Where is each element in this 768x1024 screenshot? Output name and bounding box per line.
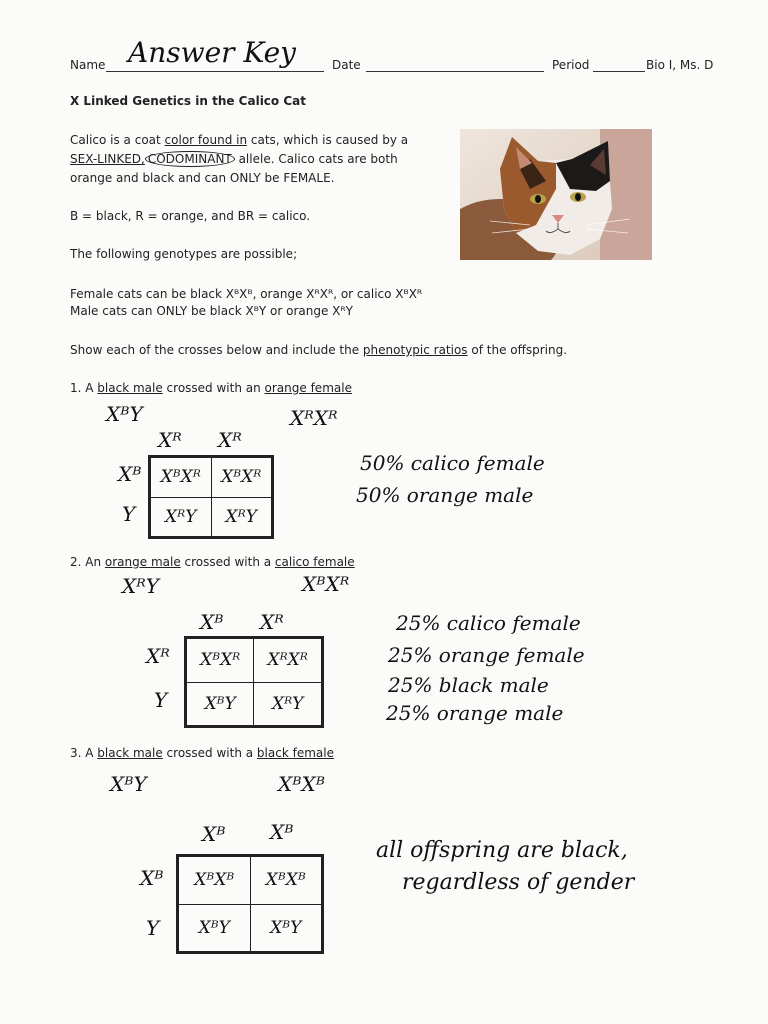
intro-line-2: SEX-LINKED, CODOMINANT allele. Calico cats are both — [70, 152, 398, 166]
calico-cat-image — [460, 129, 652, 260]
q1-cell-1-2: XᴮXᴿ — [211, 458, 272, 498]
q3-cell-2-2: XᴮY — [250, 904, 322, 952]
q3-cell-1-2: XᴮXᴮ — [250, 857, 322, 905]
q3-col-allele-1: Xᴮ — [202, 822, 226, 846]
q1-result-1: 50% calico female — [360, 451, 545, 475]
q2-row-allele-2: Y — [154, 688, 168, 712]
intro-line-3: orange and black and can ONLY be FEMALE. — [70, 171, 335, 185]
name-label: Name — [70, 58, 106, 72]
intro-line-1: Calico is a coat color found in cats, which is caused by a — [70, 133, 409, 147]
q3-row-allele-2: Y — [146, 916, 160, 940]
q2-result-2: 25% orange female — [388, 643, 585, 667]
q1-female-genotype: XᴿXᴿ — [290, 406, 338, 430]
name-value: Answer Key — [128, 36, 296, 69]
q2-result-1: 25% calico female — [396, 611, 581, 635]
q1-row-allele-1: Xᴮ — [118, 462, 142, 486]
q2-male-genotype: XᴿY — [122, 574, 159, 598]
genotypes-intro: The following genotypes are possible; — [70, 247, 298, 261]
q3-result-2: regardless of gender — [402, 870, 635, 895]
q3-result-1: all offspring are black, — [376, 838, 628, 863]
female-genotypes: Female cats can be black XᴮXᴮ, orange XᴿXᴿ, or calico XᴮXᴿ — [70, 287, 423, 301]
q3-row-allele-1: Xᴮ — [140, 866, 164, 890]
q2-col-allele-2: Xᴿ — [260, 610, 284, 634]
q1-prompt: 1. A black male crossed with an orange female — [70, 381, 352, 395]
q2-result-3: 25% black male — [388, 673, 549, 697]
q1-punnett-square — [148, 455, 274, 539]
q2-punnett-square — [184, 636, 324, 728]
q2-female-genotype: XᴮXᴿ — [302, 572, 350, 596]
instructions: Show each of the crosses below and include the phenotypic ratios of the offspring. — [70, 343, 568, 357]
allele-key: B = black, R = orange, and BR = calico. — [70, 209, 311, 223]
calico-cat-photo — [460, 129, 652, 260]
q2-result-4: 25% orange male — [386, 701, 564, 725]
q2-col-allele-1: Xᴮ — [200, 610, 224, 634]
q1-row-allele-2: Y — [122, 502, 136, 526]
class-label: Bio I, Ms. D — [646, 58, 714, 72]
page-title: X Linked Genetics in the Calico Cat — [70, 94, 306, 108]
q3-prompt: 3. A black male crossed with a black female — [70, 746, 334, 760]
q2-row-allele-1: Xᴿ — [146, 644, 170, 668]
q3-cell-2-1: XᴮY — [179, 904, 251, 952]
q3-female-genotype: XᴮXᴮ — [278, 772, 325, 796]
q3-col-allele-2: Xᴮ — [270, 820, 294, 844]
q1-col-allele-2: Xᴿ — [218, 428, 242, 452]
period-label: Period — [552, 58, 590, 72]
q3-male-genotype: XᴮY — [110, 772, 147, 796]
q2-prompt: 2. An orange male crossed with a calico female — [70, 555, 355, 569]
q2-cell-1-1: XᴮXᴿ — [187, 639, 254, 683]
q2-cell-1-2: XᴿXᴿ — [254, 639, 322, 683]
date-underline — [366, 71, 544, 72]
name-underline — [106, 71, 324, 72]
q1-cell-1-1: XᴮXᴿ — [151, 458, 212, 498]
q3-cell-1-1: XᴮXᴮ — [179, 857, 251, 905]
q1-cell-2-1: XᴿY — [151, 497, 212, 537]
q2-cell-2-1: XᴮY — [187, 682, 254, 726]
q1-male-genotype: XᴮY — [106, 402, 143, 426]
q1-cell-2-2: XᴿY — [211, 497, 272, 537]
q2-cell-2-2: XᴿY — [254, 682, 322, 726]
date-label: Date — [332, 58, 361, 72]
q1-result-2: 50% orange male — [356, 483, 534, 507]
male-genotypes: Male cats can ONLY be black XᴮY or orange XᴿY — [70, 304, 353, 318]
period-underline — [593, 71, 645, 72]
q3-punnett-square — [176, 854, 324, 954]
q1-col-allele-1: Xᴿ — [158, 428, 182, 452]
